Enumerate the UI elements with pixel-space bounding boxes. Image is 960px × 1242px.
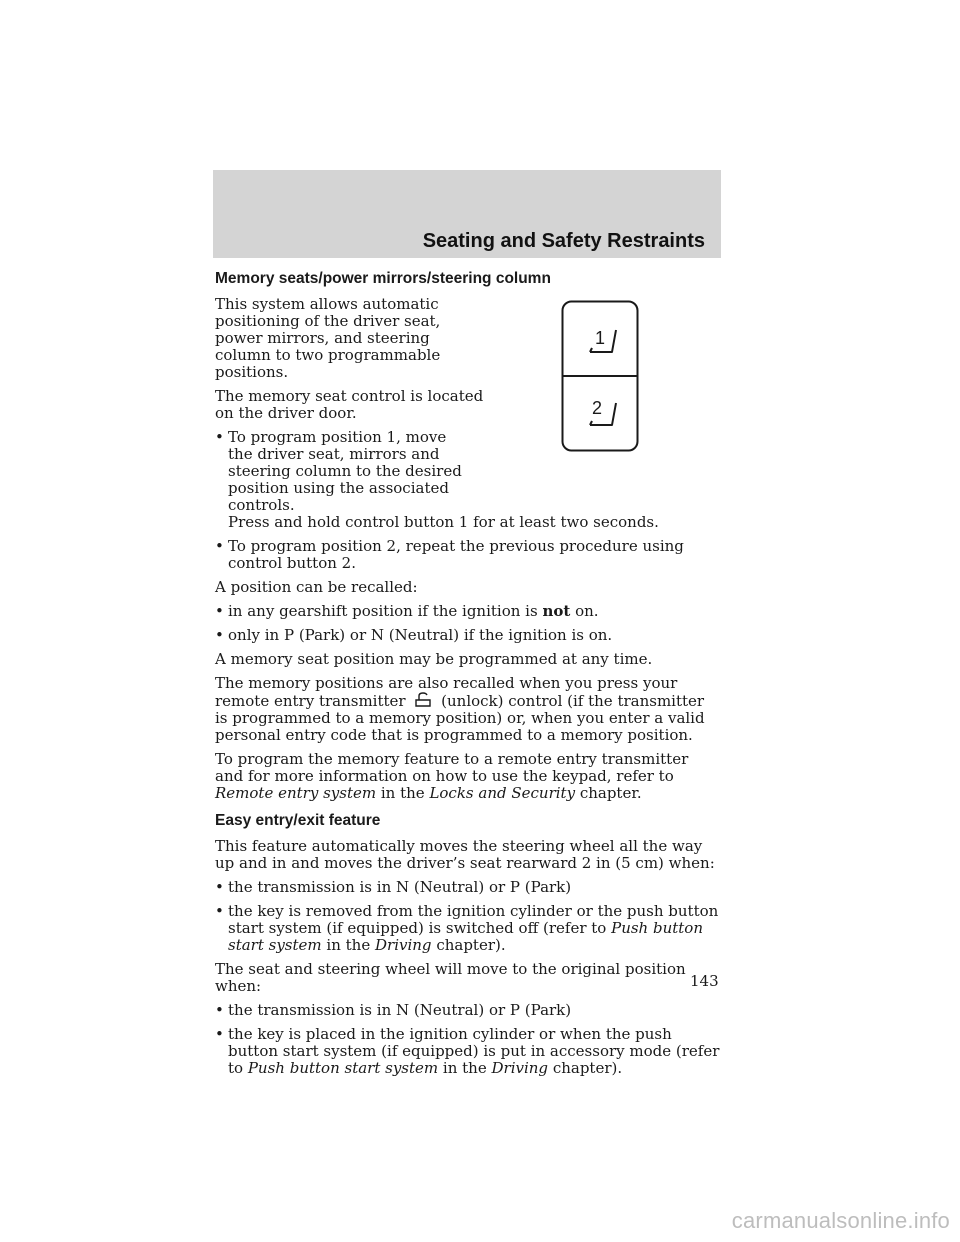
list-item: • the transmission is in N (Neutral) or P (Park) (215, 878, 572, 896)
recall-list (215, 603, 720, 644)
unlock-icon (412, 692, 434, 708)
watermark: carmanualsonline.info (731, 1208, 950, 1233)
intro-paragraph: This system allows automatic positioning of the driver seat, power mirrors, and steering column to two programmable positions. (215, 295, 441, 381)
recall-intro: A position can be recalled: (215, 578, 418, 596)
easy-entry-intro: This feature automatically moves the steering wheel all the way up and in and moves the driver’s seat rearward 2 in (5 cm) when: (215, 837, 715, 872)
return-list (215, 1002, 720, 1077)
list-item: • in any gearshift position if the ignition is not on. (215, 602, 599, 620)
list-item: • the key is placed in the ignition cylinder or when the push button start system (if equipped) is put in accessory mode (refer to Push button start system in the Driving chapter). (215, 1025, 720, 1077)
page-number: 143 (690, 972, 719, 990)
chapter-title: Seating and Safety Restraints (422, 230, 705, 252)
page-content (215, 270, 720, 1084)
section-heading-memory-seats: Memory seats/power mirrors/steering column (215, 270, 551, 287)
button-1-label: 1 (595, 328, 606, 348)
list-item: • the key is removed from the ignition cylinder or the push button start system (if equipped) is switched off (refer to Push button start system in the Driving chapter). (215, 902, 719, 954)
button-2-label: 2 (592, 398, 603, 418)
anytime-paragraph: A memory seat position may be programmed at any time. (215, 650, 653, 668)
remote-paragraph: The memory positions are also recalled when you press your remote entry transmitter (unlock) control (if the transmitter is programmed to a memory position) or, when you enter a valid personal entry code that is programmed to a memory position. (215, 674, 705, 744)
list-item: • To program position 1, move the driver seat, mirrors and steering column to the desired position using the associated controls. Press and hold control button 1 for at least two seconds. (215, 428, 659, 531)
keypad-paragraph: To program the memory feature to a remote entry transmitter and for more information on how to use the keypad, refer to Remote entry system in the Locks and Security chapter. (215, 750, 689, 802)
section-heading-easy-entry: Easy entry/exit feature (215, 812, 381, 829)
easy-entry-list (215, 879, 720, 954)
list-item: • only in P (Park) or N (Neutral) if the ignition is on. (215, 626, 613, 644)
location-paragraph: The memory seat control is located on the driver door. (215, 387, 484, 422)
return-intro: The seat and steering wheel will move to the original position when: (215, 960, 686, 995)
chapter-header-band (213, 170, 721, 258)
program-list (215, 429, 720, 572)
list-item: • the transmission is in N (Neutral) or P (Park) (215, 1001, 572, 1019)
list-item: • To program position 2, repeat the previous procedure using control button 2. (215, 537, 684, 572)
